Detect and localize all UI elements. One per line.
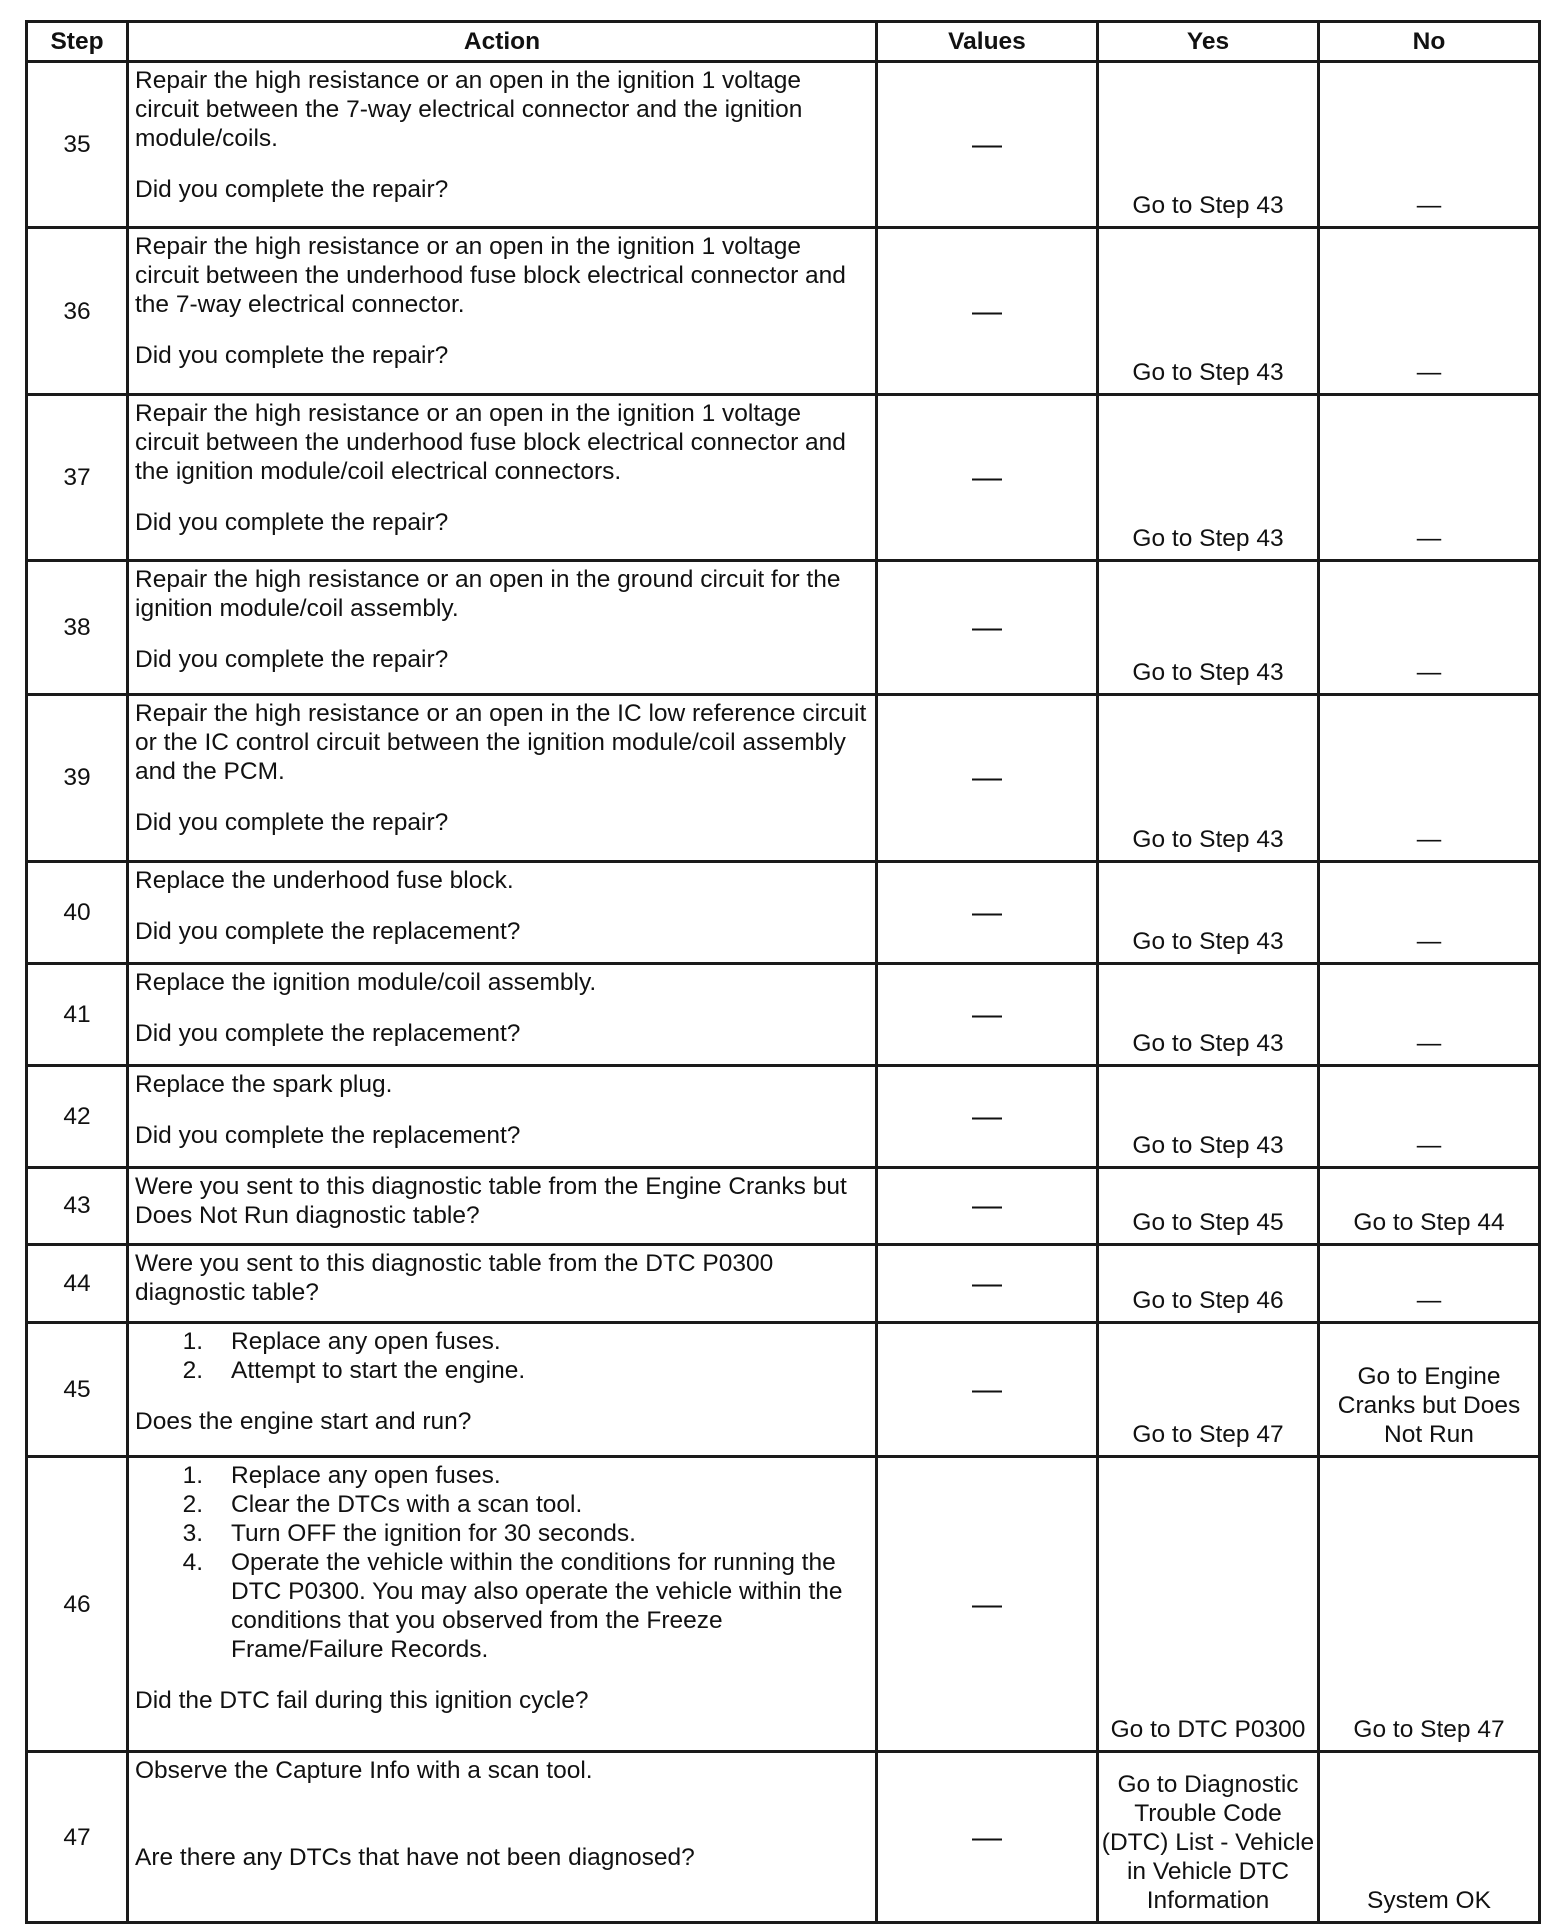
step-number: 37	[27, 394, 128, 560]
action-cell	[128, 861, 877, 963]
action-question: Did you complete the repair?	[135, 809, 449, 837]
header-row	[27, 22, 1540, 62]
action-text: Repair the high resistance or an open in the IC low reference circuit or the IC control circuit between the ignition module/coil assembly and the PCM.	[135, 700, 867, 786]
table-row	[27, 1322, 1540, 1456]
action-cell	[128, 1065, 877, 1167]
diagnostic-table	[25, 20, 1541, 1924]
yes-cell: Go to Diagnostic Trouble Code (DTC) List - Vehicle in Vehicle DTC Information	[1098, 1752, 1319, 1923]
table-body	[27, 62, 1540, 1923]
step-number: 38	[27, 561, 128, 695]
step-number: 39	[27, 695, 128, 861]
values-cell: —	[877, 1322, 1098, 1456]
action-text: Repair the high resistance or an open in the ground circuit for the ignition module/coil assembly.	[135, 566, 841, 623]
step-number: 42	[27, 1065, 128, 1167]
table-row	[27, 1167, 1540, 1245]
list-item	[135, 1356, 869, 1385]
header-step: Step	[27, 22, 128, 62]
list-item	[135, 1548, 869, 1664]
table-row	[27, 695, 1540, 861]
action-cell	[128, 561, 877, 695]
list-item-text: Replace any open fuses.	[231, 1462, 501, 1490]
action-steps-list	[135, 1461, 869, 1664]
header-no: No	[1319, 22, 1540, 62]
list-item-number: 2.	[182, 1491, 203, 1519]
step-number: 41	[27, 963, 128, 1065]
step-number: 43	[27, 1167, 128, 1245]
action-question: Did you complete the repair?	[135, 646, 449, 674]
list-item	[135, 1461, 869, 1490]
yes-cell: Go to Step 43	[1098, 695, 1319, 861]
step-number: 40	[27, 861, 128, 963]
no-cell: —	[1319, 861, 1540, 963]
table-row	[27, 1752, 1540, 1923]
header-values: Values	[877, 22, 1098, 62]
values-cell: —	[877, 394, 1098, 560]
action-text: Replace the underhood fuse block.	[135, 866, 514, 894]
action-text: Repair the high resistance or an open in the ignition 1 voltage circuit between the 7-way electrical connector and the ignition module/coils.	[135, 67, 803, 152]
no-cell: System OK	[1319, 1752, 1540, 1923]
yes-cell: Go to Step 46	[1098, 1245, 1319, 1323]
list-item-text: Clear the DTCs with a scan tool.	[231, 1491, 583, 1519]
yes-cell: Go to DTC P0300	[1098, 1457, 1319, 1752]
values-cell: —	[877, 1167, 1098, 1245]
yes-cell: Go to Step 43	[1098, 228, 1319, 394]
action-cell	[128, 695, 877, 861]
step-number: 44	[27, 1245, 128, 1323]
values-cell: —	[877, 695, 1098, 861]
yes-cell: Go to Step 47	[1098, 1322, 1319, 1456]
yes-cell: Go to Step 45	[1098, 1167, 1319, 1245]
yes-cell: Go to Step 43	[1098, 963, 1319, 1065]
list-item-text: Turn OFF the ignition for 30 seconds.	[231, 1520, 636, 1548]
step-number: 46	[27, 1457, 128, 1752]
action-text: Were you sent to this diagnostic table from the Engine Cranks but Does Not Run diagnostic table?	[135, 1172, 847, 1229]
list-item	[135, 1519, 869, 1548]
no-cell: Go to Step 44	[1319, 1167, 1540, 1245]
list-item-number: 1.	[182, 1327, 203, 1355]
values-cell: —	[877, 1065, 1098, 1167]
values-cell: —	[877, 861, 1098, 963]
action-cell	[128, 228, 877, 394]
action-question: Did you complete the repair?	[135, 342, 449, 370]
yes-cell: Go to Step 43	[1098, 561, 1319, 695]
list-item-number: 4.	[182, 1549, 203, 1577]
action-cell	[128, 62, 877, 228]
action-text: Observe the Capture Info with a scan tool.	[135, 1757, 593, 1785]
action-question: Did you complete the repair?	[135, 176, 449, 203]
values-cell: —	[877, 1457, 1098, 1752]
header-action: Action	[128, 22, 877, 62]
action-cell	[128, 1322, 877, 1456]
action-question: Did you complete the replacement?	[135, 1121, 521, 1149]
step-number: 36	[27, 228, 128, 394]
list-item-number: 3.	[182, 1520, 203, 1548]
values-cell: —	[877, 1245, 1098, 1323]
step-number: 47	[27, 1752, 128, 1923]
action-text: Repair the high resistance or an open in the ignition 1 voltage circuit between the underhood fuse block electrical connector and the ignition module/coil electrical connectors.	[135, 399, 846, 485]
action-text: Replace the spark plug.	[135, 1070, 393, 1098]
action-text: Replace the ignition module/coil assembly.	[135, 968, 597, 996]
table-row	[27, 1245, 1540, 1323]
values-cell: —	[877, 228, 1098, 394]
action-cell	[128, 1457, 877, 1752]
values-cell: —	[877, 1752, 1098, 1923]
action-text: Repair the high resistance or an open in the ignition 1 voltage circuit between the underhood fuse block electrical connector and the 7-way electrical connector.	[135, 233, 846, 319]
no-cell: —	[1319, 394, 1540, 560]
list-item-text: Replace any open fuses.	[231, 1327, 501, 1355]
action-question: Are there any DTCs that have not been diagnosed?	[135, 1844, 695, 1872]
action-question: Did you complete the replacement?	[135, 1019, 521, 1047]
action-question: Did you complete the replacement?	[135, 917, 521, 945]
list-item	[135, 1490, 869, 1519]
values-cell: —	[877, 963, 1098, 1065]
table-row	[27, 1065, 1540, 1167]
table-row	[27, 561, 1540, 695]
table-row	[27, 62, 1540, 228]
table-row	[27, 394, 1540, 560]
action-question: Did the DTC fail during this ignition cycle?	[135, 1687, 589, 1715]
no-cell: Go to Engine Cranks but Does Not Run	[1319, 1322, 1540, 1456]
list-item	[135, 1327, 869, 1356]
action-cell	[128, 1752, 877, 1923]
action-text: Were you sent to this diagnostic table from the DTC P0300 diagnostic table?	[135, 1250, 774, 1307]
no-cell: —	[1319, 695, 1540, 861]
table-row	[27, 228, 1540, 394]
yes-cell: Go to Step 43	[1098, 62, 1319, 228]
table-row	[27, 1457, 1540, 1752]
action-question: Does the engine start and run?	[135, 1407, 472, 1435]
action-cell	[128, 963, 877, 1065]
step-number: 35	[27, 62, 128, 228]
yes-cell: Go to Step 43	[1098, 394, 1319, 560]
no-cell: —	[1319, 561, 1540, 695]
list-item-text: Operate the vehicle within the conditions for running the DTC P0300. You may also operate the vehicle within the conditions that you observed from the Freeze Frame/Failure Records.	[231, 1549, 843, 1664]
table-row	[27, 861, 1540, 963]
list-item-number: 2.	[182, 1356, 203, 1384]
action-question: Did you complete the repair?	[135, 508, 449, 536]
yes-cell: Go to Step 43	[1098, 1065, 1319, 1167]
yes-cell: Go to Step 43	[1098, 861, 1319, 963]
values-cell: —	[877, 561, 1098, 695]
table-row	[27, 963, 1540, 1065]
action-cell	[128, 394, 877, 560]
no-cell: —	[1319, 1065, 1540, 1167]
no-cell: —	[1319, 1245, 1540, 1323]
values-cell: —	[877, 62, 1098, 228]
list-item-number: 1.	[182, 1462, 203, 1490]
no-cell: —	[1319, 963, 1540, 1065]
header-yes: Yes	[1098, 22, 1319, 62]
no-cell: —	[1319, 62, 1540, 228]
list-item-text: Attempt to start the engine.	[231, 1356, 526, 1384]
action-cell	[128, 1245, 877, 1323]
action-cell	[128, 1167, 877, 1245]
action-steps-list	[135, 1327, 869, 1385]
step-number: 45	[27, 1322, 128, 1456]
no-cell: —	[1319, 228, 1540, 394]
no-cell: Go to Step 47	[1319, 1457, 1540, 1752]
